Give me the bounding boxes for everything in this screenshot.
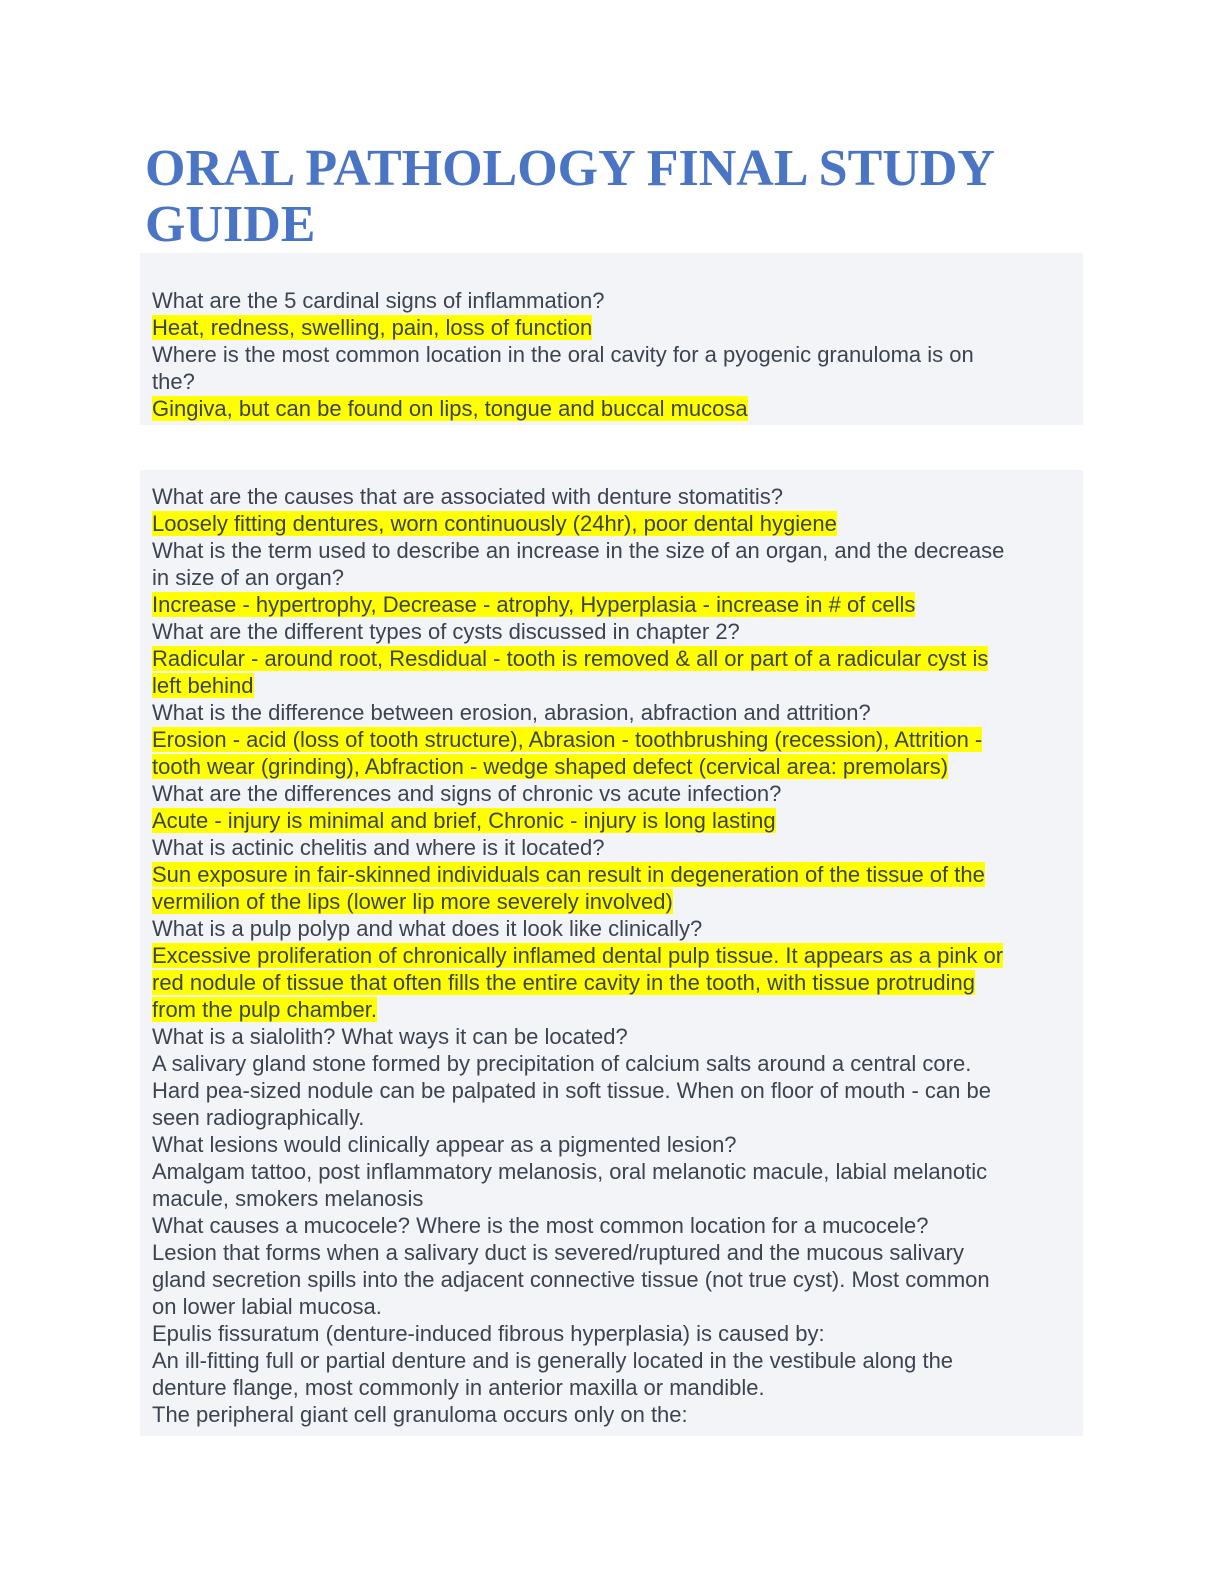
question-line — [152, 618, 1072, 645]
answer-line — [152, 861, 1072, 888]
qa-blocks — [0, 253, 1224, 1436]
answer-text: gland secretion spills into the adjacent connective tissue (not true cyst). Most common — [152, 1267, 990, 1292]
question-text: Epulis fissuratum (denture-induced fibrous hyperplasia) is caused by: — [152, 1321, 825, 1346]
document-title — [0, 0, 1224, 253]
question-line — [152, 1401, 1072, 1428]
question-text: What is a pulp polyp and what does it look like clinically? — [152, 916, 703, 941]
question-text: the? — [152, 369, 195, 394]
highlighted-answer-text: left behind — [152, 673, 254, 698]
qa-block-1 — [140, 253, 1083, 425]
answer-text: on lower labial mucosa. — [152, 1294, 382, 1319]
question-text: What is actinic chelitis and where is it located? — [152, 835, 605, 860]
highlighted-answer-text: tooth wear (grinding), Abfraction - wedge shaped defect (cervical area: premolars) — [152, 754, 949, 779]
answer-line — [152, 1374, 1072, 1401]
highlighted-answer-text: red nodule of tissue that often fills the entire cavity in the tooth, with tissue protruding — [152, 970, 976, 995]
highlighted-answer-text: Loosely fitting dentures, worn continuously (24hr), poor dental hygiene — [152, 511, 837, 536]
question-text: What is a sialolith? What ways it can be located? — [152, 1024, 628, 1049]
highlighted-answer-text: Acute - injury is minimal and brief, Chronic - injury is long lasting — [152, 808, 776, 833]
question-text: What are the different types of cysts discussed in chapter 2? — [152, 619, 740, 644]
question-text: in size of an organ? — [152, 565, 345, 590]
highlighted-answer-text: vermilion of the lips (lower lip more severely involved) — [152, 889, 673, 914]
answer-line — [152, 1158, 1072, 1185]
question-line — [152, 1023, 1072, 1050]
title-line: GUIDE — [145, 196, 316, 253]
answer-line — [152, 314, 1072, 341]
question-line — [152, 699, 1072, 726]
question-line — [152, 341, 1072, 368]
highlighted-answer-text: Sun exposure in fair-skinned individuals can result in degeneration of the tissue of the — [152, 862, 985, 887]
question-text: What is the difference between erosion, abrasion, abfraction and attrition? — [152, 700, 871, 725]
answer-text: A salivary gland stone formed by precipitation of calcium salts around a central core. — [152, 1051, 972, 1076]
highlighted-answer-text: Heat, redness, swelling, pain, loss of function — [152, 315, 593, 340]
answer-line — [152, 1293, 1072, 1320]
question-text: What is the term used to describe an increase in the size of an organ, and the decrease — [152, 538, 1005, 563]
question-line — [152, 1131, 1072, 1158]
answer-text: Hard pea-sized nodule can be palpated in soft tissue. When on floor of mouth - can be — [152, 1078, 991, 1103]
answer-line — [152, 888, 1072, 915]
answer-line — [152, 672, 1072, 699]
answer-line — [152, 591, 1072, 618]
question-line — [152, 915, 1072, 942]
answer-line — [152, 1239, 1072, 1266]
question-line — [152, 1320, 1072, 1347]
answer-line — [152, 1266, 1072, 1293]
question-line — [152, 834, 1072, 861]
question-text: What are the differences and signs of chronic vs acute infection? — [152, 781, 782, 806]
answer-line — [152, 996, 1072, 1023]
highlighted-answer-text: Increase - hypertrophy, Decrease - atrophy, Hyperplasia - increase in # of cells — [152, 592, 916, 617]
highlighted-answer-text: Radicular - around root, Resdidual - tooth is removed & all or part of a radicular cyst is — [152, 646, 989, 671]
question-line — [152, 1212, 1072, 1239]
question-line — [152, 483, 1072, 510]
answer-text: Lesion that forms when a salivary duct is severed/ruptured and the mucous salivary — [152, 1240, 964, 1265]
answer-line — [152, 645, 1072, 672]
question-text: Where is the most common location in the oral cavity for a pyogenic granuloma is on — [152, 342, 974, 367]
highlighted-answer-text: Gingiva, but can be found on lips, tongue and buccal mucosa — [152, 396, 748, 421]
question-line — [152, 564, 1072, 591]
answer-line — [152, 726, 1072, 753]
answer-line — [152, 807, 1072, 834]
question-text: What are the causes that are associated with denture stomatitis? — [152, 484, 783, 509]
qa-block-2 — [140, 470, 1083, 1436]
question-line — [152, 780, 1072, 807]
question-text: What causes a mucocele? Where is the most common location for a mucocele? — [152, 1213, 929, 1238]
answer-line — [152, 1050, 1072, 1077]
answer-text: seen radiographically. — [152, 1105, 365, 1130]
answer-line — [152, 1347, 1072, 1374]
highlighted-answer-text: Erosion - acid (loss of tooth structure), Abrasion - toothbrushing (recession), Attrition - — [152, 727, 983, 752]
question-line — [152, 287, 1072, 314]
question-text: What lesions would clinically appear as a pigmented lesion? — [152, 1132, 737, 1157]
question-line — [152, 368, 1072, 395]
question-line — [152, 537, 1072, 564]
question-text: The peripheral giant cell granuloma occurs only on the: — [152, 1402, 688, 1427]
highlighted-answer-text: from the pulp chamber. — [152, 997, 378, 1022]
question-text: What are the 5 cardinal signs of inflammation? — [152, 288, 605, 313]
answer-line — [152, 1104, 1072, 1131]
answer-text: denture flange, most commonly in anterior maxilla or mandible. — [152, 1375, 765, 1400]
answer-line — [152, 753, 1072, 780]
answer-text: An ill-fitting full or partial denture and is generally located in the vestibule along the — [152, 1348, 954, 1373]
answer-text: Amalgam tattoo, post inflammatory melanosis, oral melanotic macule, labial melanotic — [152, 1159, 988, 1184]
answer-line — [152, 1185, 1072, 1212]
title-line: ORAL PATHOLOGY FINAL STUDY — [145, 140, 995, 197]
answer-line — [152, 1077, 1072, 1104]
answer-line — [152, 969, 1072, 996]
answer-line — [152, 395, 1072, 422]
highlighted-answer-text: Excessive proliferation of chronically inflamed dental pulp tissue. It appears as a pink or — [152, 943, 1004, 968]
answer-text: macule, smokers melanosis — [152, 1186, 424, 1211]
answer-line — [152, 942, 1072, 969]
answer-line — [152, 510, 1072, 537]
